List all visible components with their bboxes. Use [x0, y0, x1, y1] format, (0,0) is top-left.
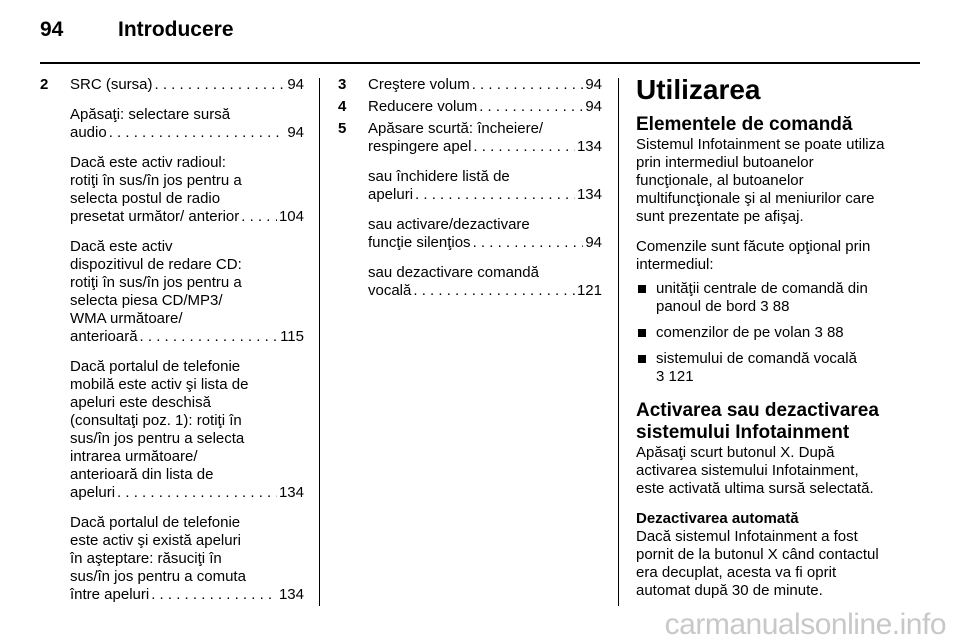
chapter-title: Introducere: [118, 18, 234, 41]
bullet-central-unit: unităţii centrale de comandă din panoul de bord 3 88: [636, 280, 908, 316]
page-number: 94: [40, 18, 64, 41]
item-text-line: anterioară din lista de: [70, 466, 214, 483]
leader-line: [70, 586, 304, 604]
page-ref-link[interactable]: 88: [826, 324, 844, 341]
watermark: carmanualsonline.info: [664, 608, 946, 641]
page-reference[interactable]: 94: [585, 98, 602, 115]
item-text-line: mobilă este activ şi lista de: [70, 376, 249, 393]
index-item: [70, 358, 304, 502]
page-reference[interactable]: 134: [278, 484, 304, 501]
paragraph-auto-off: Dacă sistemul Infotainment a fost pornit de la butonul X când contactul era decuplat, acesta va fi oprit automat după 30 de minute.: [636, 528, 879, 599]
item-text-line: sus/în jos pentru a comuta: [70, 568, 246, 585]
index-item: [70, 106, 304, 142]
item-text-line: dispozitivul de redare CD:: [70, 256, 242, 273]
item-text-line: respingere apel: [368, 138, 472, 155]
dot-leader: [109, 124, 286, 142]
leader-line: [70, 484, 304, 502]
leader-line: [368, 138, 602, 156]
bullet-steering-wheel: comenzilor de pe volan 3 88: [636, 324, 908, 342]
dot-leader: [140, 328, 279, 346]
page-reference[interactable]: 115: [280, 328, 304, 345]
header-rule: [40, 62, 920, 64]
leader-line: [368, 98, 602, 116]
paragraph-intro: Sistemul Infotainment se poate utiliza prin intermediul butoanelor funcţionale, al butoanelor multifuncţionale şi al meniurilor care sunt prezentate pe afişaj.: [636, 136, 885, 225]
entry-number: 2: [40, 76, 49, 93]
item-text-line: selecta piesa CD/MP3/: [70, 292, 223, 309]
column-divider-1: [319, 78, 320, 606]
page-ref-arrow-icon: 3: [760, 298, 769, 315]
entry-number: 4: [338, 98, 347, 115]
item-text-line: sau închidere listă de: [368, 168, 510, 185]
column-3: [636, 74, 908, 600]
item-text-line: audio: [70, 124, 107, 141]
index-item: [70, 514, 304, 604]
leader-line: [70, 76, 304, 94]
item-text-line: vocală: [368, 282, 412, 299]
item-text-line: apeluri: [70, 484, 116, 501]
leader-line: [368, 282, 602, 300]
index-item: [368, 264, 602, 300]
entry-2: [40, 76, 304, 604]
page-reference[interactable]: 94: [585, 234, 602, 251]
page-reference[interactable]: 121: [576, 282, 602, 299]
item-text-line: Dacă portalul de telefonie: [70, 358, 241, 375]
item-text-line: rotiţi în sus/în jos pentru a: [70, 172, 242, 189]
item-text-line: (consultaţi poz. 1): rotiţi în: [70, 412, 242, 429]
entry-5: [338, 120, 602, 300]
item-text-line: între apeluri: [70, 586, 150, 603]
item-text-line: Apăsare scurtă: încheiere/: [368, 120, 544, 137]
index-item: [368, 120, 602, 156]
index-item: [70, 154, 304, 226]
page-reference[interactable]: 94: [585, 76, 602, 93]
entry-4: [338, 98, 602, 116]
index-item: [70, 76, 304, 94]
dot-leader: [413, 282, 575, 300]
bullet-voice-control: sistemului de comandă vocală 3 121: [636, 350, 908, 386]
page-reference[interactable]: 134: [278, 586, 304, 603]
power-button-icon: X: [767, 546, 778, 563]
leader-line: [70, 208, 304, 226]
column-divider-2: [618, 78, 619, 606]
subheading-auto-off: Dezactivarea automată: [636, 510, 799, 527]
index-item: [368, 76, 602, 94]
column-2: [338, 76, 602, 312]
entry-number: 3: [338, 76, 347, 93]
item-text-line: Apăsaţi: selectare sursă: [70, 106, 231, 123]
item-text-line: Creştere volum: [368, 76, 470, 93]
leader-line: [368, 76, 602, 94]
item-text-line: sau activare/dezactivare: [368, 216, 530, 233]
item-text-line: presetat următor/ anterior: [70, 208, 240, 225]
page-header: [40, 18, 234, 42]
entry-number: 5: [338, 120, 347, 137]
paragraph-options: Comenzile sunt făcute opţional prin intermediul:: [636, 238, 871, 273]
index-item: [368, 216, 602, 252]
dot-leader: [415, 186, 575, 204]
leader-line: [70, 328, 304, 346]
item-text-line: sau dezactivare comandă: [368, 264, 539, 281]
page-reference[interactable]: 134: [576, 138, 602, 155]
power-button-icon: X: [780, 444, 791, 461]
leader-line: [368, 186, 602, 204]
column-1: [40, 76, 304, 616]
item-text-line: Dacă este activ radioul:: [70, 154, 226, 171]
item-text-line: sus/în jos pentru a selecta: [70, 430, 245, 447]
page-reference[interactable]: 94: [287, 124, 304, 141]
item-text-line: selecta postul de radio: [70, 190, 221, 207]
page-ref-link[interactable]: 121: [668, 368, 694, 385]
item-text-line: SRC (sursa): [70, 76, 153, 93]
index-item: [70, 238, 304, 346]
page-ref-arrow-icon: 3: [656, 368, 665, 385]
page-ref-arrow-icon: 3: [814, 324, 823, 341]
index-item: [368, 98, 602, 116]
dot-leader: [151, 586, 277, 604]
dot-leader: [479, 98, 583, 116]
index-item: [368, 168, 602, 204]
item-text-line: intrarea următoare/: [70, 448, 198, 465]
page-reference[interactable]: 104: [278, 208, 304, 225]
subheading-activation: Activarea sau dezactivarea sistemului Infotainment: [636, 400, 879, 443]
page-reference[interactable]: 94: [287, 76, 304, 93]
paragraph-activation: Apăsaţi scurt butonul X. După activarea sistemului Infotainment, este activată ultima sursă selectată.: [636, 444, 874, 497]
item-text-line: rotiţi în sus/în jos pentru a: [70, 274, 242, 291]
item-text-line: este activ şi există apeluri: [70, 532, 241, 549]
item-text-line: în aşteptare: răsuciţi în: [70, 550, 222, 567]
item-text-line: WMA următoare/: [70, 310, 183, 327]
dot-leader: [117, 484, 277, 502]
dot-leader: [155, 76, 286, 94]
item-text-line: Dacă portalul de telefonie: [70, 514, 241, 531]
page-reference[interactable]: 134: [576, 186, 602, 203]
item-text-line: Dacă este activ: [70, 238, 173, 255]
dot-leader: [473, 138, 575, 156]
dot-leader: [472, 76, 584, 94]
item-text-line: funcţie silenţios: [368, 234, 471, 251]
section-title: Utilizarea: [636, 74, 761, 105]
item-text-line: anterioară: [70, 328, 138, 345]
item-text-line: apeluri: [368, 186, 414, 203]
subheading-controls: Elementele de comandă: [636, 114, 853, 135]
dot-leader: [473, 234, 584, 252]
item-text-line: Reducere volum: [368, 98, 478, 115]
item-text-line: apeluri este deschisă: [70, 394, 211, 411]
dot-leader: [241, 208, 277, 226]
leader-line: [368, 234, 602, 252]
entry-3: [338, 76, 602, 94]
leader-line: [70, 124, 304, 142]
page-ref-link[interactable]: 88: [772, 298, 790, 315]
